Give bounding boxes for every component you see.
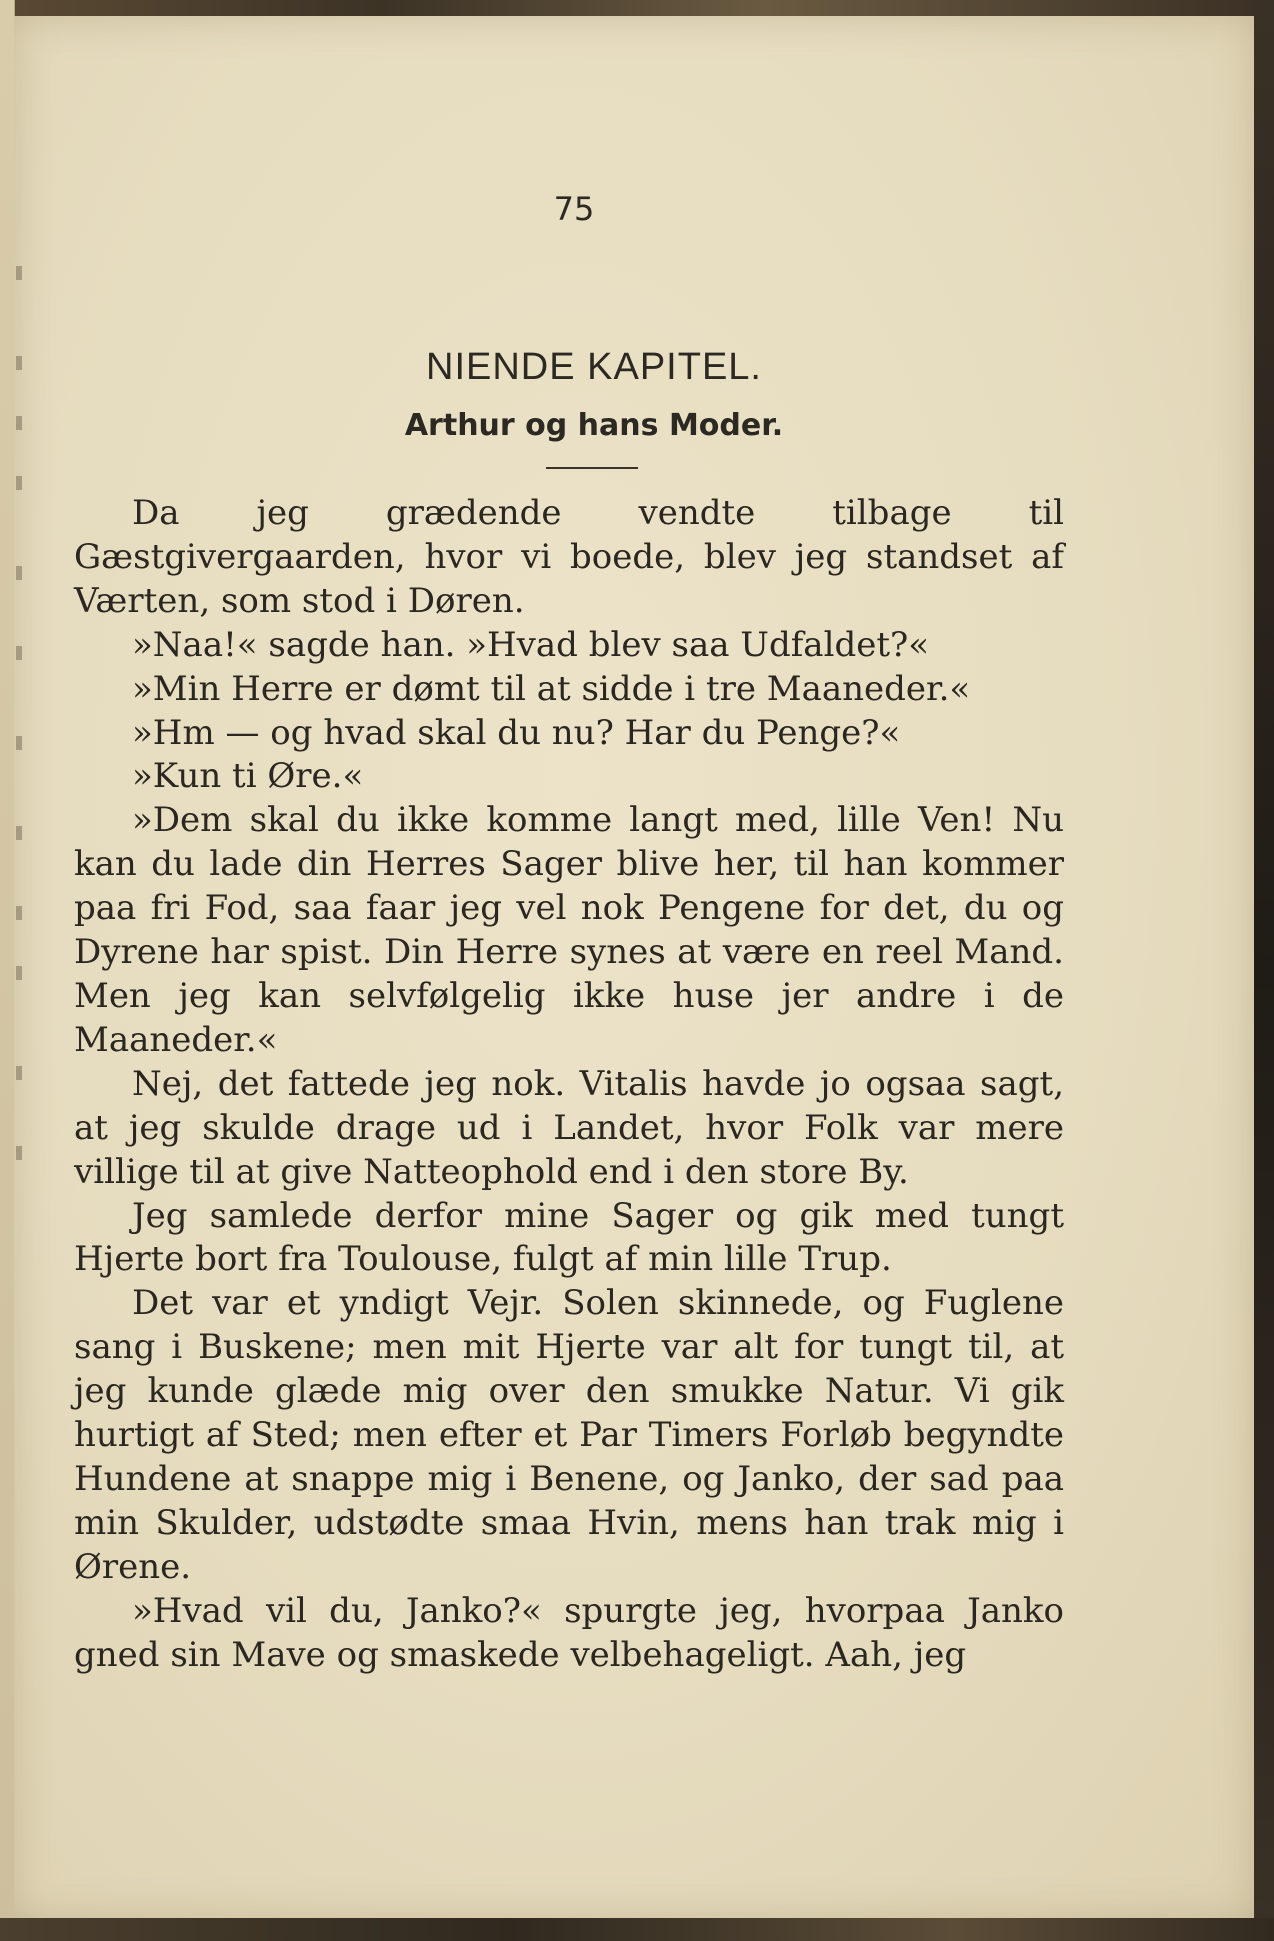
page-number: 75 (553, 190, 595, 228)
paragraph: Da jeg grædende vendte tilbage til Gæstgivergaarden, hvor vi boede, blev jeg standset af Værten, som stod i Døren. (74, 493, 1064, 621)
chapter-title: NIENDE KAPITEL. (426, 346, 762, 388)
paragraph: »Dem skal du ikke komme langt med, lille Ven! Nu kan du lade din Herres Sager blive her, til han kommer paa fri Fod, saa faar jeg vel nok Pengene for det, du og Dyrene har spist. Din Herre synes at være en reel Mand. Men jeg kan selvfølgelig ikke huse jer andre i de Maaneder.« (74, 800, 1064, 1060)
paragraph: »Kun ti Øre.« (132, 756, 364, 797)
body-text (74, 492, 1064, 1677)
chapter-subtitle: Arthur og hans Moder. (404, 408, 784, 443)
scan-right-edge (1252, 0, 1274, 1941)
paragraph: »Min Herre er dømt til at sidde i tre Maaneder.« (132, 668, 971, 709)
paragraph: Jeg samlede derfor mine Sager og gik med tungt Hjerte bort fra Toulouse, fulgt af min lille Trup. (74, 1195, 1064, 1280)
paragraph: »Hvad vil du, Janko?« spurgte jeg, hvorpaa Janko gned sin Mave og smaskede velbehageligt. Aah, jeg (74, 1590, 1064, 1675)
paragraph: »Hm — og hvad skal du nu? Har du Penge?« (132, 712, 901, 753)
scan-bottom-edge (0, 1918, 1274, 1941)
page-paper (14, 16, 1254, 1920)
paragraph: Nej, det fattede jeg nok. Vitalis havde jo ogsaa sagt, at jeg skulde drage ud i Landet, hvor Folk var mere villige til at give Natteophold end i den store By. (74, 1063, 1064, 1192)
paragraph: »Naa!« sagde han. »Hvad blev saa Udfaldet?« (132, 624, 930, 665)
title-divider (546, 467, 638, 469)
facing-page-bleed (14, 266, 26, 1166)
scan-left-edge (0, 0, 15, 1941)
paragraph: Det var et yndigt Vejr. Solen skinnede, og Fuglene sang i Buskene; men mit Hjerte var alt for tungt til, at jeg kunde glæde mig over den smukke Natur. Vi gik hurtigt af Sted; men efter et Par Timers Forløb begyndte Hundene at snappe mig i Benene, og Janko, der sad paa min Skulder, udstødte smaa Hvin, mens han trak mig i Ørene. (74, 1283, 1064, 1587)
